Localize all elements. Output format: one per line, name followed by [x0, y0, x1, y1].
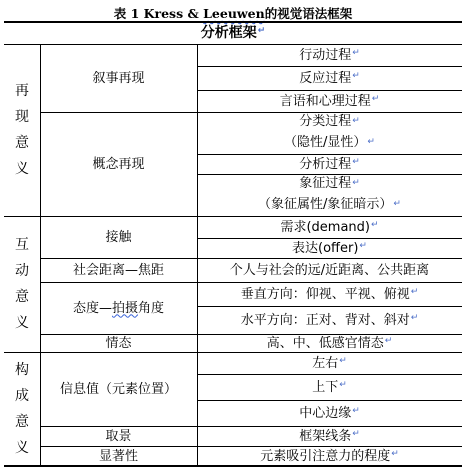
table-rule — [197, 90, 462, 91]
category-conceptual: 概念再现 — [92, 156, 145, 172]
group-cell-representational: 再 现 意 义 — [15, 83, 29, 177]
table-rule — [197, 174, 462, 175]
item-cell: 上下 ↵ — [312, 379, 347, 395]
item-cell: 高、中、低感官情态 ↵ — [266, 335, 393, 351]
item-cell: 表达(offer) ↵ — [292, 240, 367, 256]
item-cell: 水平方向：正对、背对、斜对 ↵ — [240, 312, 419, 328]
item-cell: 分类过程↵ （隐性/显性）↵ — [284, 114, 375, 150]
caption-author-name: Leeuwen — [203, 6, 265, 21]
group-cell-interactive: 互 动 意 义 — [15, 237, 29, 331]
table-rule — [197, 238, 462, 239]
item-cell: 左右 ↵ — [312, 355, 347, 371]
table-rule — [40, 334, 462, 335]
column-divider — [197, 44, 198, 466]
item-cell: 垂直方向：仰视、平视、俯视 ↵ — [240, 286, 419, 302]
category-narrative: 叙事再现 — [92, 70, 145, 86]
category-information-value: 信息值（元素位置） — [59, 381, 177, 397]
table-rule — [197, 306, 462, 307]
table-rule — [4, 44, 462, 45]
table-rule — [197, 66, 462, 67]
category-social-distance: 社会距离—焦距 — [72, 262, 164, 278]
table-rule — [40, 282, 462, 283]
item-cell: 需求(demand) ↵ — [280, 219, 379, 235]
table-header: 分析框架 ↵ — [200, 24, 266, 41]
column-divider — [40, 44, 41, 466]
item-cell: 个人与社会的远/近距离、公共距离 — [229, 262, 430, 278]
table-caption: 表 1 Kress & Leeuwen的视觉语法框架 — [113, 6, 353, 21]
category-contact: 接触 — [105, 229, 132, 245]
table-rule — [197, 400, 462, 401]
category-modality: 情态 — [105, 335, 132, 351]
table-border-top — [4, 21, 462, 23]
item-cell: 象征过程↵ （象征属性/象征暗示）↵ — [258, 176, 401, 212]
item-cell: 分析过程 ↵ — [299, 156, 360, 172]
group-cell-compositional: 构 成 意 义 — [15, 362, 29, 456]
table-rule — [40, 446, 462, 447]
paragraph-mark: ↵ — [257, 25, 266, 36]
table-rule — [40, 426, 462, 427]
item-cell: 中心边缘 ↵ — [299, 405, 360, 421]
table-rule — [40, 258, 462, 259]
table-border-bottom — [4, 465, 462, 467]
category-framing: 取景 — [105, 428, 132, 444]
table-rule — [40, 112, 462, 113]
table-rule — [4, 352, 462, 353]
table-rule — [197, 154, 462, 155]
category-attitude: 态度— 拍摄 角度 — [72, 300, 165, 316]
item-cell: 言语和心理过程 ↵ — [279, 93, 380, 109]
item-cell: 行动过程 ↵ — [299, 47, 360, 63]
category-salience: 显著性 — [98, 448, 138, 464]
item-cell: 元素吸引注意力的程度 ↵ — [260, 448, 399, 464]
item-cell: 反应过程 ↵ — [299, 70, 360, 86]
item-cell: 框架线条 ↵ — [299, 428, 360, 444]
table-rule — [197, 374, 462, 375]
table-rule — [4, 216, 462, 217]
